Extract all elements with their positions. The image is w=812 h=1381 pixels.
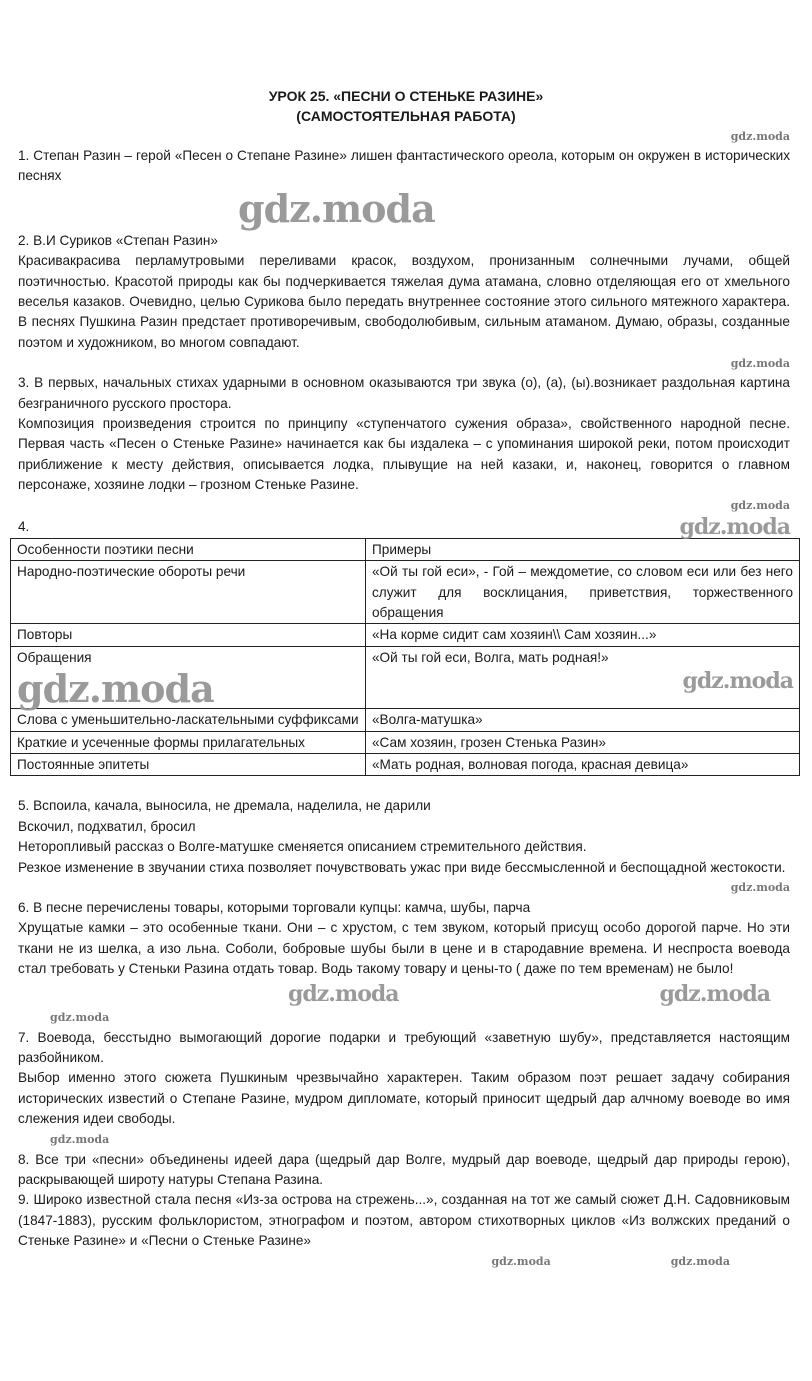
paragraph: Резкое изменение в звучании стиха позволяет почувствовать ужас при виде бессмысленной и беспощадной жестокости.: [18, 859, 786, 875]
answer-7: [18, 1028, 790, 1130]
watermark: gdz.moda: [670, 1255, 730, 1269]
section-gap: [18, 878, 790, 898]
answer-4-label: 4.: [18, 518, 30, 534]
answer-2: [18, 231, 790, 353]
table-row: [11, 731, 800, 753]
table-cell: Повторы: [11, 624, 366, 646]
paragraph: Красивакрасива перламутровыми переливами красок, воздухом, пронизанным солнечными лучами, общей поэтичностью. Красотой природы как бы подчеркивается тяжелая дума атамана, словно отделяющая его от хмельного веселья казаков. Очевидно, целью Сурикова было передать внутреннее состояние этого сильного мятежного характера. В песнях Пушкина Разин предстает противоречивым, свободолюбивым, сильным атаманом. Думаю, образы, созданные поэтом и художником, во многом совпадают.: [18, 253, 790, 350]
paragraph: 5. Вспоила, качала, выносила, не дремала, наделила, не дарили: [18, 798, 431, 814]
section-gap: [18, 187, 790, 231]
table-cell: «Сам хозяин, грозен Стенька Разин»: [366, 731, 800, 753]
answer-1: [18, 146, 790, 187]
table-header: Примеры: [366, 538, 800, 560]
table-cell: «Ой ты гой еси», - Гой – междометие, со словом еси или без него служит для восклицания, приветствия, торжественного обращения: [366, 561, 800, 624]
table-header: Особенности поэтики песни: [11, 538, 366, 560]
table-cell: Слова с уменьшительно-ласкательными суффиксами: [11, 709, 366, 731]
table-header-row: [11, 538, 800, 560]
table-row: [11, 646, 800, 708]
answer-5: [18, 796, 790, 878]
paragraph: Выбор именно этого сюжета Пушкиным чрезвычайно характерен. Таким образом поэт решает задачу собирания исторических известий о Степане Разине, мудром дипломате, который приносит щедрый дар алчному воеводе во имя слежения идеи свободы.: [18, 1070, 790, 1127]
answer-8-9: [18, 1150, 790, 1252]
table-row: [11, 561, 800, 624]
watermark: gdz.moda: [50, 1011, 110, 1025]
paragraph: Композиция произведения строится по принципу «ступенчатого сужения образа», свойственного народной песне. Первая часть «Песен о Стеньке Разине» начинается как бы издалека – с упоминания широкой реки, потом происходит приближение к месту действия, описывается лодка, плывущие на ней казаки, и, наконец, говорится о главном персонаже, хозяине лодки – грозном Стеньке Разине.: [18, 416, 790, 493]
table-row: [11, 709, 800, 731]
table-cell: [366, 646, 800, 708]
table-cell-text: «Ой ты гой еси, Волга, мать родная!»: [372, 649, 609, 665]
section-gap: [18, 1008, 790, 1028]
section-gap: [18, 1130, 790, 1150]
poetics-table: [10, 538, 800, 777]
table-cell: «Мать родная, волновая погода, красная девица»: [366, 753, 800, 775]
paragraph: Неторопливый рассказ о Волге-матушке сменяется описанием стремительного действия.: [18, 839, 587, 855]
table-cell: «Волга-матушка»: [366, 709, 800, 731]
section-gap: [18, 353, 790, 373]
watermark: gdz.moda: [730, 129, 790, 143]
watermark: gdz.moda: [730, 356, 790, 370]
page-subtitle: (САМОСТОЯТЕЛЬНАЯ РАБОТА): [296, 108, 516, 124]
table-row: [11, 753, 800, 775]
section-gap: [18, 126, 790, 146]
paragraph: 8. Все три «песни» объединены идеей дара (щедрый дар Волге, мудрый дар воеводе, щедрый дар природы герою), раскрывающей широту натуры Степана Разина.: [18, 1151, 790, 1188]
table-cell: Постоянные эпитеты: [11, 753, 366, 775]
watermark: gdz.moda: [238, 185, 435, 231]
table-row: [11, 624, 800, 646]
watermark: gdz.moda: [17, 666, 214, 712]
answer-3: [18, 373, 790, 495]
paragraph: 2. В.И Суриков «Степан Разин»: [18, 232, 218, 248]
paragraph: 1. Степан Разин – герой «Песен о Степане Разине» лишен фантастического ореола, которым он окружен в исторических песнях: [18, 148, 790, 184]
paragraph: 3. В первых, начальных стихах ударными в основном оказываются три звука (о), (а), (ы).возникает раздольная картина безграничного русского простора.: [18, 375, 790, 411]
paragraph: 9. Широко известной стала песня «Из-за острова на стрежень...», созданная на тот же самый сюжет Д.Н. Садовниковым (1847-1883), русским фольклористом, этнографом и поэтом, автором стихотворных циклов «Из волжских преданий о Стеньке Разине» и «Песни о Стеньке Разине»: [18, 1192, 790, 1249]
answer-6: [18, 898, 790, 980]
page-title: УРОК 25. «ПЕСНИ О СТЕНЬКЕ РАЗИНЕ»: [268, 88, 544, 104]
watermark: gdz.moda: [50, 1133, 110, 1147]
table-cell-text: Обращения: [17, 649, 92, 665]
watermark: gdz.moda: [730, 499, 790, 513]
paragraph: Вскочил, подхватил, бросил: [18, 818, 196, 834]
paragraph: 6. В песне перечислены товары, которыми торговали купцы: камча, шубы, парча: [18, 899, 531, 915]
section-gap: [18, 1252, 790, 1272]
watermark: gdz.moda: [659, 980, 770, 1007]
watermark: gdz.moda: [730, 881, 790, 895]
section-gap: [18, 980, 790, 1008]
section-gap: [18, 776, 790, 796]
answer-4-row: [18, 513, 790, 540]
section-gap: [18, 496, 790, 516]
table-cell: «На корме сидит сам хозяин\\ Сам хозяин...»: [366, 624, 800, 646]
table-cell: Народно-поэтические обороты речи: [11, 561, 366, 624]
watermark: gdz.moda: [682, 668, 793, 695]
paragraph: 7. Воевода, бесстыдно вымогающий дорогие подарки и требующий «заветную шубу», представляется настоящим разбойником.: [18, 1029, 790, 1065]
table-cell: Краткие и усеченные формы прилагательных: [11, 731, 366, 753]
watermark: gdz.moda: [491, 1255, 551, 1269]
watermark: gdz.moda: [679, 513, 790, 540]
paragraph: Хрущатые камки – это особенные ткани. Они – с хрустом, с тем звуком, который присущ особо дорогой парче. Но эти ткани не из шелка, а изо льна. Соболи, бобровые шубы были в цене и в стародавние времена. И неспроста воевода стал требовать у Стеньки Разина отдать товар. Водь такому товару и цены-то ( даже по тем временам) не было!: [18, 920, 790, 977]
table-cell: [11, 646, 366, 712]
watermark: gdz.moda: [288, 980, 399, 1007]
